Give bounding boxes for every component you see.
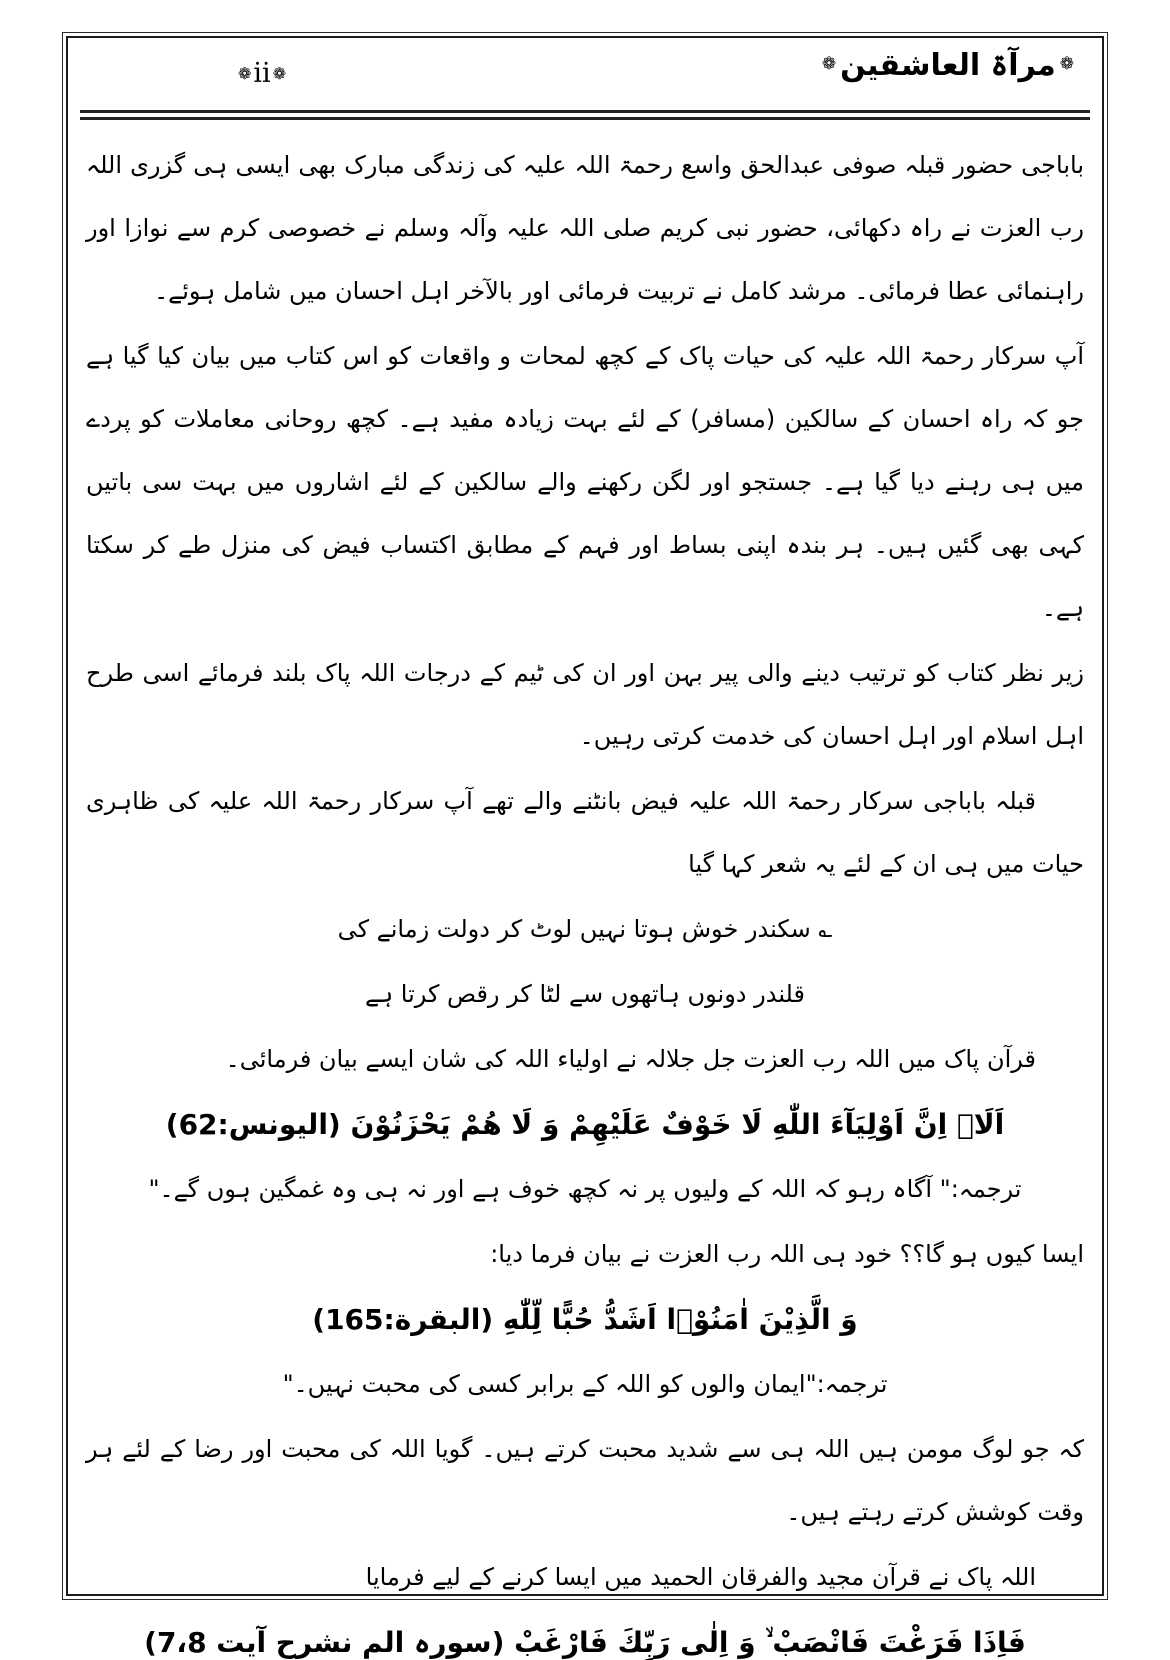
quran-verse: فَاِذَا فَرَغْتَ فَانْصَبْ ۙ وَ اِلٰی رَبِّكَ فَارْغَبْ (سورہ الم نشرح آیت 7،8) — [144, 1626, 1026, 1659]
paragraph: زیر نظر کتاب کو ترتیب دینے والی پیر بہن اور ان کی ٹیم کے درجات اللہ پاک بلند فرمائے اسی طرح اہل اسلام اور اہل احسان کی خدمت کرتی رہیں۔ — [86, 659, 1084, 750]
paragraph: باباجی حضور قبلہ صوفی عبدالحق واسع رحمۃ اللہ علیہ کی زندگی مبارک بھی ایسی ہی گزری اللہ رب العزت نے راہ دکھائی، حضور نبی کریم صلی اللہ علیہ وآلہ وسلم نے خصوصی کرم سے نوازا اور راہنمائی عطا فرمائی۔ مرشد کامل نے تربیت فرمائی اور بالآخر اہل احسان میں شامل ہوئے۔ — [86, 151, 1084, 305]
flower-ornament-icon: ❁ — [238, 64, 252, 83]
flower-ornament-icon: ❁ — [1059, 54, 1074, 74]
page-number — [236, 58, 288, 89]
poetry-verse-line: قلندر دونوں ہاتھوں سے لٹا کر رقص کرتا ہے — [365, 980, 805, 1008]
paragraph: قرآن پاک میں اللہ رب العزت جل جلالہ نے اولیاء اللہ کی شان ایسے بیان فرمائی۔ — [225, 1045, 1036, 1073]
translation-line: ترجمہ:" آگاہ رہو کہ اللہ کے ولیوں پر نہ کچھ خوف ہے اور نہ ہی وہ غمگین ہوں گے۔" — [148, 1175, 1022, 1203]
paragraph: آپ سرکار رحمۃ اللہ علیہ کی حیات پاک کے کچھ لمحات و واقعات کو اس کتاب میں بیان کیا گیا ہے جو کہ راہ احسان کے سالکین (مسافر) کے لئے بہت زیادہ مفید ہے۔ کچھ روحانی معاملات کو پردے میں ہی رہنے دیا گیا ہے۔ جستجو اور لگن رکھنے والے سالکین کے لئے اشاروں میں بہت سی باتیں کہی بھی گئیں ہیں۔ ہر بندہ اپنی بساط اور فہم کے مطابق اکتساب فیض کی منزل طے کر سکتا ہے۔ — [86, 342, 1084, 622]
book-title-text: مرآۃ العاشقین — [840, 48, 1056, 83]
paragraph: کہ جو لوگ مومن ہیں اللہ ہی سے شدید محبت کرتے ہیں۔ گویا اللہ کی محبت اور رضا کے لئے ہر وقت کوشش کرتے رہتے ہیں۔ — [86, 1435, 1084, 1526]
page-number-text: ii — [253, 58, 271, 89]
page-border-inner — [66, 36, 1104, 1659]
paragraph: قبلہ باباجی سرکار رحمۃ اللہ علیہ فیض بانٹنے والے تھے آپ سرکار رحمۃ اللہ علیہ کی ظاہری حیات میں ہی ان کے لئے یہ شعر کہا گیا — [86, 787, 1084, 878]
poetry-verse-line: ؎ سکندر خوش ہوتا نہیں لوٹ کر دولت زمانے کی — [337, 915, 833, 943]
translation-line: ترجمہ:"ایمان والوں کو اللہ کے برابر کسی کی محبت نہیں۔" — [282, 1370, 888, 1398]
page-header — [86, 46, 1084, 108]
flower-ornament-icon: ❁ — [272, 64, 287, 83]
flower-ornament-icon: ❁ — [821, 54, 837, 74]
page-content — [86, 134, 1084, 1660]
quran-verse: اَلَاۤ اِنَّ اَوْلِيَآءَ اللّٰهِ لَا خَوْفٌ عَلَيْهِمْ وَ لَا هُمْ يَحْزَنُوْنَ (الیونس:62) — [165, 1108, 1005, 1141]
book-title — [818, 48, 1078, 83]
paragraph: ایسا کیوں ہو گا؟؟ خود ہی اللہ رب العزت نے بیان فرما دیا: — [490, 1240, 1084, 1268]
quran-verse: وَ الَّذِيْنَ اٰمَنُوْۤا اَشَدُّ حُبًّا لِّلّٰهِ (البقرة:165) — [312, 1303, 858, 1336]
header-divider — [80, 110, 1090, 120]
paragraph: اللہ پاک نے قرآن مجید والفرقان الحمید میں ایسا کرنے کے لیے فرمایا — [365, 1563, 1036, 1591]
page-border-outer — [62, 32, 1108, 1659]
